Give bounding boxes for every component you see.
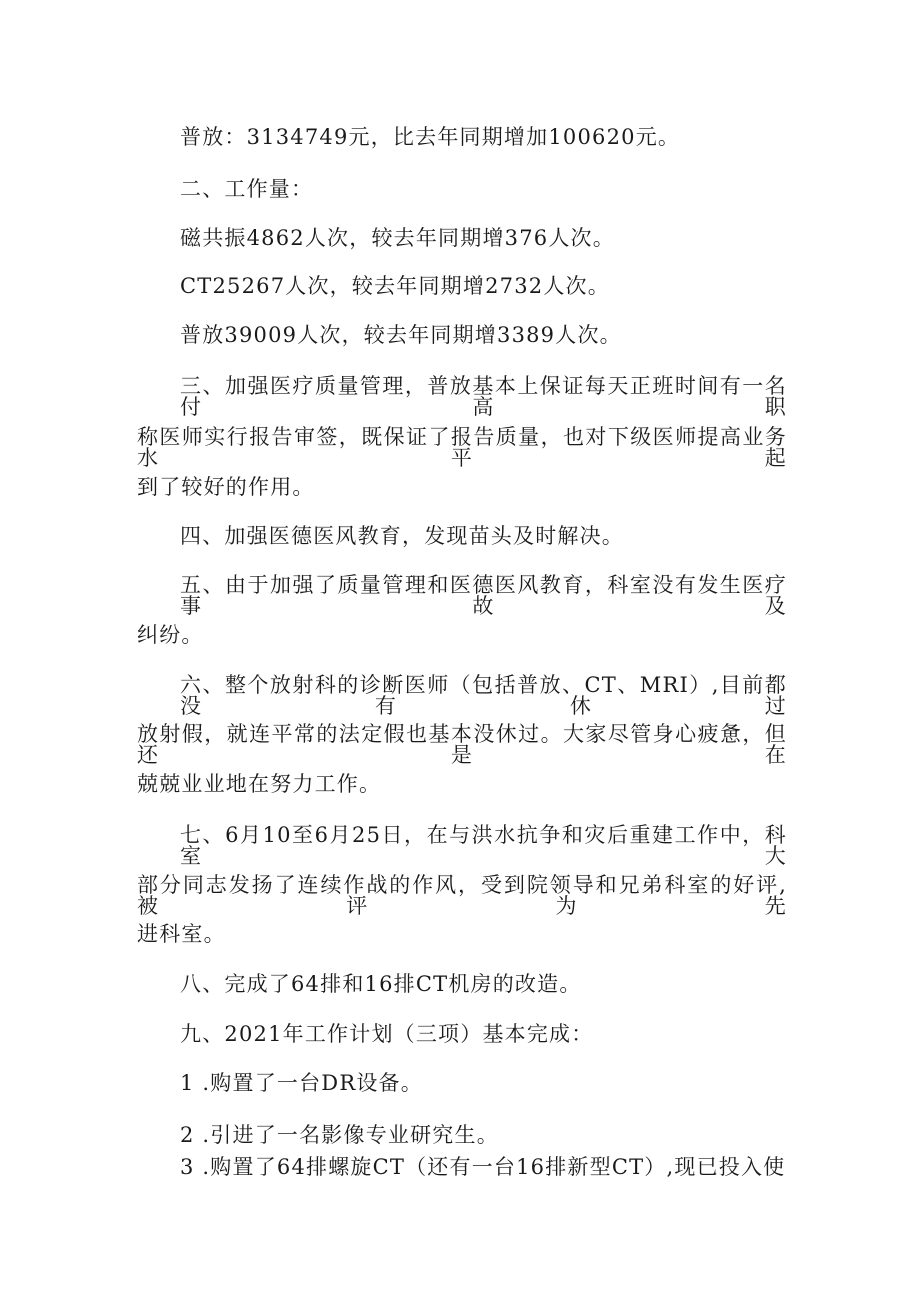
paragraph-line: 五、由于加强了质量管理和医德医风教育，科室没有发生医疗事故及 xyxy=(180,573,787,618)
paragraph-line: 四、加强医德医风教育，发现苗头及时解决。 xyxy=(180,524,624,548)
list-item: 3 .购置了64排螺旋CT（还有一台16排新型CT）,现已投入使 xyxy=(180,1155,786,1179)
paragraph-line: 三、加强医疗质量管理，普放基本上保证每天正班时间有一名付高职 xyxy=(180,374,787,419)
paragraph-line: 纠纷。 xyxy=(137,623,204,647)
list-item: 1 .购置了一台DR设备。 xyxy=(180,1071,423,1095)
section-heading: 二、工作量： xyxy=(180,177,314,201)
paragraph-line: 九、2021年工作计划（三项）基本完成： xyxy=(180,1022,594,1046)
paragraph-line: 八、完成了64排和16排CT机房的改造。 xyxy=(180,972,582,996)
list-item: 2 .引进了一名影像专业研究生。 xyxy=(180,1123,499,1147)
paragraph-line: 称医师实行报告审签，既保证了报告质量，也对下级医师提高业务水平起 xyxy=(137,425,787,470)
paragraph-line: 进科室。 xyxy=(137,922,226,946)
paragraph-line: 兢兢业业地在努力工作。 xyxy=(137,772,382,796)
paragraph-line: 普放39009人次，较去年同期增3389人次。 xyxy=(180,323,622,347)
paragraph-line: 七、6月10至6月25日，在与洪水抗争和灾后重建工作中，科室大 xyxy=(180,823,787,868)
paragraph-line: 普放：3134749元，比去年同期增加100620元。 xyxy=(180,125,681,149)
paragraph-line: 部分同志发扬了连续作战的作风，受到院领导和兄弟科室的好评,被评为先 xyxy=(137,873,787,918)
paragraph-line: 磁共振4862人次，较去年同期增376人次。 xyxy=(180,226,615,250)
paragraph-line: CT25267人次，较去年同期增2732人次。 xyxy=(180,274,610,298)
paragraph-line: 六、整个放射科的诊断医师（包括普放、CT、MRI）,目前都没有休过 xyxy=(180,673,787,718)
paragraph-line: 到了较好的作用。 xyxy=(137,475,315,499)
paragraph-line: 放射假，就连平常的法定假也基本没休过。大家尽管身心疲惫，但还是在 xyxy=(137,722,787,767)
